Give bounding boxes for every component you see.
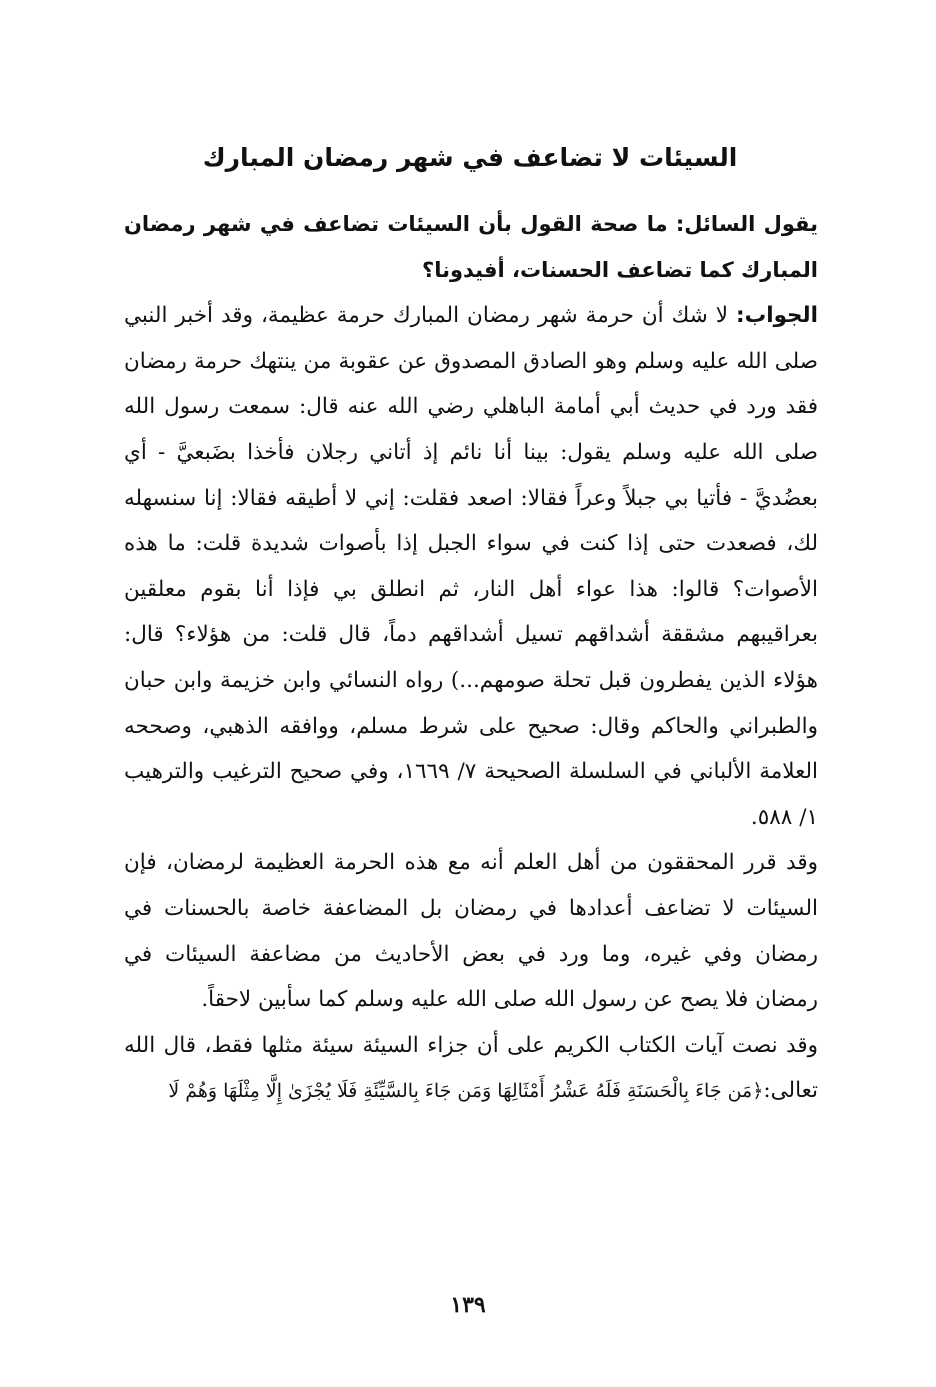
answer-text: لا شك أن حرمة شهر رمضان المبارك حرمة عظيمة، وقد أخبر النبي صلى الله عليه وسلم وهو الصادق المصدوق عن عقوبة من ينتهك حرمة رمضان فقد ورد في حديث أبي أمامة الباهلي رضي الله عنه قال: سمعت رسول الله صلى الله عليه وسلم يقول: بينا أنا نائم إذ أتاني رجلان فأخذا بضَبعيَّ - أي بعضُديَّ - فأتيا بي جبلاً وعراً فقالا: اصعد فقلت: إني لا أطيقه فقالا: إنا سنسهله لك، فصعدت حتى إذا كنت في سواء الجبل إذا بأصوات شديدة قلت: ما هذه الأصوات؟ قالوا: هذا عواء أهل النار، ثم انطلق بي فإذا أنا بقوم معلقين بعراقيبهم مشققة أشداقهم تسيل أشداقهم دماً، قال قلت: من هؤلاء؟ قال: هؤلاء الذين يفطرون قبل تحلة صومهم...) رواه النسائي وابن خزيمة وابن حبان والطبراني والحاكم وقال: صحيح على شرط مسلم، ووافقه الذهبي، وصححه العلامة الألباني في السلسلة الصحيحة ٧/ ١٦٦٩، وفي صحيح الترغيب والترهيب ١/ ٥٨٨. <box>124 303 819 830</box>
verse-intro: وقد نصت آيات الكتاب الكريم على أن جزاء السيئة سيئة مثلها فقط، قال الله تعالى: <box>124 1032 818 1104</box>
answer-lead: الجواب: <box>736 303 818 329</box>
quran-paragraph <box>124 1023 818 1115</box>
article-body <box>124 202 818 1115</box>
ruling-paragraph: وقد قرر المحققون من أهل العلم أنه مع هذه الحرمة العظيمة لرمضان، فإن السيئات لا تضاعف أعدادها في رمضان بل المضاعفة خاصة بالحسنات في رمضان وفي غيره، وما ورد في بعض الأحاديث من مضاعفة السيئات في رمضان فلا يصح عن رسول الله صلى الله عليه وسلم كما سأبين لاحقاً. <box>124 850 818 1013</box>
page-title: السيئات لا تضاعف في شهر رمضان المبارك <box>202 143 738 172</box>
quran-verse: ﴿مَن جَاءَ بِالْحَسَنَةِ فَلَهُ عَشْرُ أَمْثَالِهَا وَمَن جَاءَ بِالسَّيِّئَةِ فَلَا يُجْزَىٰ إِلَّا مِثْلَهَا وَهُمْ لَا <box>168 1080 764 1103</box>
answer-paragraph <box>124 293 818 840</box>
question-paragraph: يقول السائل: ما صحة القول بأن السيئات تضاعف في شهر رمضان المبارك كما تضاعف الحسنات، أفيدونا؟ <box>124 212 818 282</box>
page-number: ١٣٩ <box>450 1292 486 1318</box>
